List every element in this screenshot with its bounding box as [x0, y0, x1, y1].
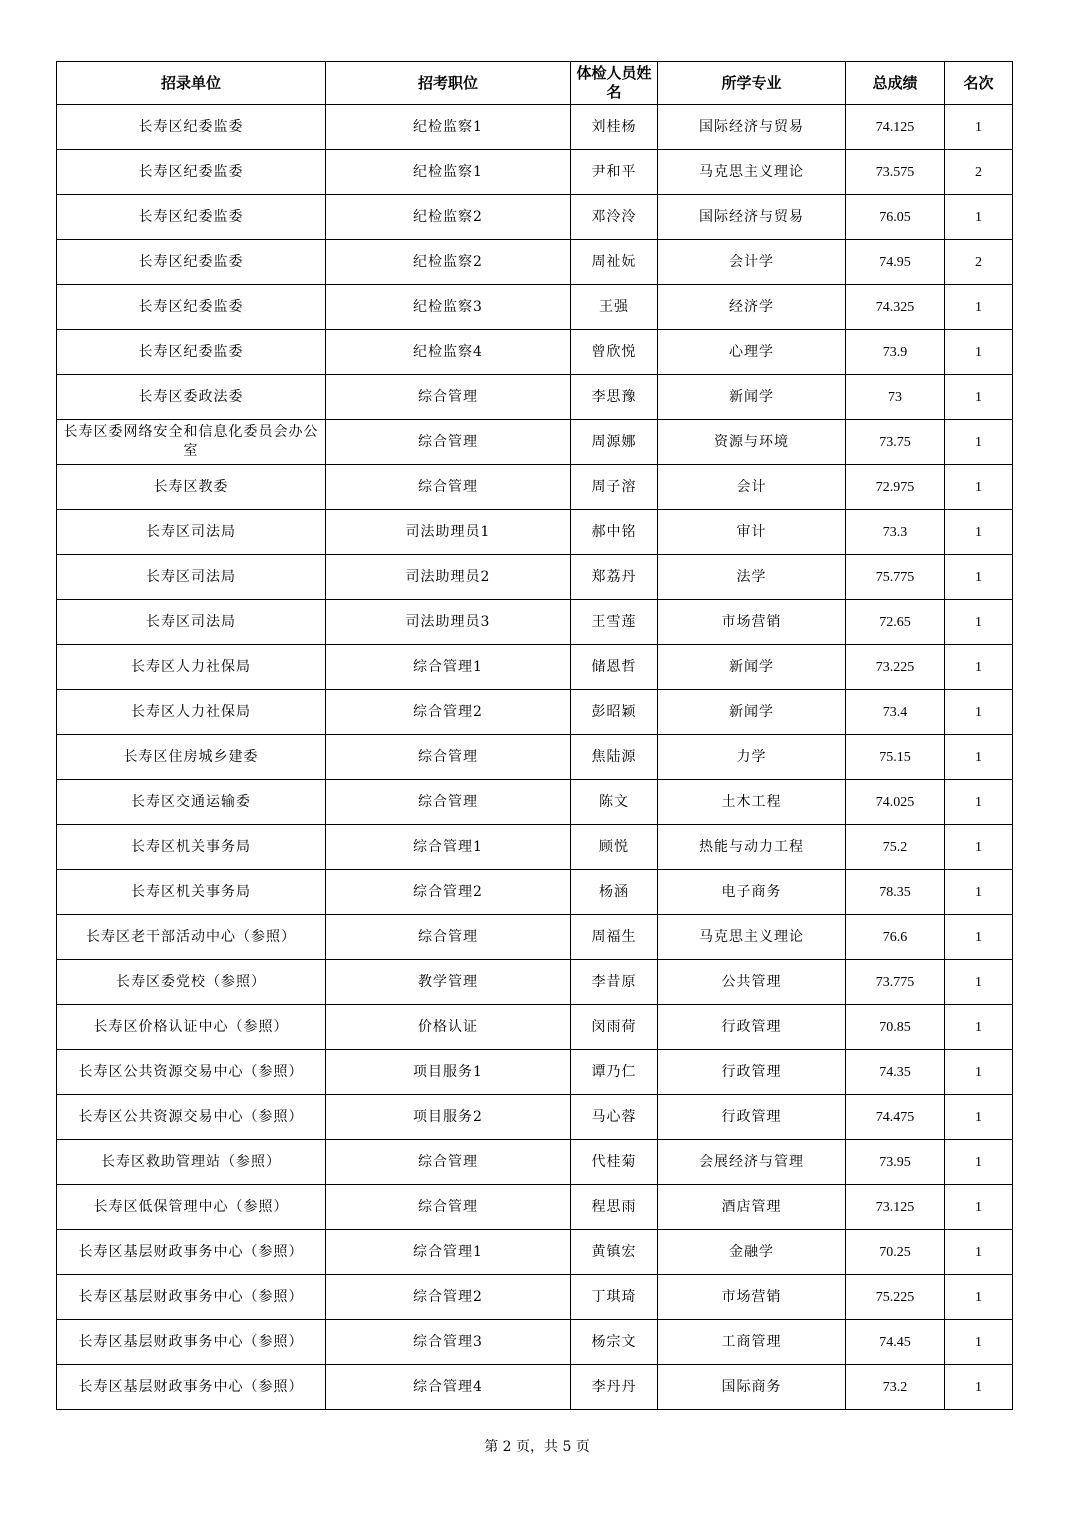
table-row	[57, 1185, 1013, 1230]
cell-name: 邓泠泠	[571, 195, 658, 240]
cell-score: 74.95	[846, 240, 945, 285]
cell-score: 75.2	[846, 825, 945, 870]
cell-name: 彭昭颖	[571, 690, 658, 735]
table-row	[57, 1230, 1013, 1275]
cell-rank: 1	[945, 1230, 1013, 1275]
table-row	[57, 465, 1013, 510]
cell-score: 74.45	[846, 1320, 945, 1365]
cell-rank: 1	[945, 1050, 1013, 1095]
cell-major: 马克思主义理论	[658, 915, 846, 960]
cell-rank: 1	[945, 690, 1013, 735]
cell-unit: 长寿区救助管理站（参照）	[57, 1140, 326, 1185]
cell-score: 73.225	[846, 645, 945, 690]
cell-score: 73.3	[846, 510, 945, 555]
cell-rank: 1	[945, 510, 1013, 555]
cell-unit: 长寿区司法局	[57, 600, 326, 645]
table-row	[57, 105, 1013, 150]
table-row	[57, 780, 1013, 825]
cell-major: 经济学	[658, 285, 846, 330]
header-rank: 名次	[945, 62, 1013, 105]
table-row	[57, 1095, 1013, 1140]
cell-score: 73.2	[846, 1365, 945, 1410]
cell-position: 综合管理1	[326, 1230, 571, 1275]
header-candidate-name: 体检人员姓名	[571, 62, 658, 105]
cell-unit: 长寿区委党校（参照）	[57, 960, 326, 1005]
header-unit: 招录单位	[57, 62, 326, 105]
cell-unit: 长寿区基层财政事务中心（参照）	[57, 1230, 326, 1275]
cell-position: 纪检监察3	[326, 285, 571, 330]
results-table	[56, 61, 1013, 1410]
cell-position: 项目服务1	[326, 1050, 571, 1095]
cell-name: 丁琪琦	[571, 1275, 658, 1320]
cell-score: 73.9	[846, 330, 945, 375]
cell-major: 市场营销	[658, 600, 846, 645]
cell-score: 76.05	[846, 195, 945, 240]
cell-position: 综合管理	[326, 465, 571, 510]
cell-unit: 长寿区纪委监委	[57, 240, 326, 285]
cell-position: 综合管理	[326, 375, 571, 420]
cell-unit: 长寿区人力社保局	[57, 645, 326, 690]
cell-position: 司法助理员3	[326, 600, 571, 645]
cell-position: 综合管理2	[326, 690, 571, 735]
table-row	[57, 1005, 1013, 1050]
table-row	[57, 195, 1013, 240]
table-row	[57, 825, 1013, 870]
cell-rank: 1	[945, 1320, 1013, 1365]
cell-rank: 1	[945, 915, 1013, 960]
cell-position: 综合管理4	[326, 1365, 571, 1410]
header-row	[57, 62, 1013, 105]
cell-unit: 长寿区公共资源交易中心（参照）	[57, 1050, 326, 1095]
cell-position: 纪检监察4	[326, 330, 571, 375]
cell-score: 72.975	[846, 465, 945, 510]
cell-score: 75.775	[846, 555, 945, 600]
cell-major: 力学	[658, 735, 846, 780]
cell-score: 75.15	[846, 735, 945, 780]
table-row	[57, 960, 1013, 1005]
table-row	[57, 1275, 1013, 1320]
cell-rank: 1	[945, 870, 1013, 915]
cell-position: 综合管理2	[326, 1275, 571, 1320]
cell-position: 纪检监察2	[326, 195, 571, 240]
cell-position: 综合管理	[326, 420, 571, 465]
cell-position: 综合管理1	[326, 825, 571, 870]
table-row	[57, 1365, 1013, 1410]
table-row	[57, 150, 1013, 195]
cell-name: 郑荔丹	[571, 555, 658, 600]
cell-rank: 1	[945, 735, 1013, 780]
cell-unit: 长寿区基层财政事务中心（参照）	[57, 1275, 326, 1320]
table-row	[57, 870, 1013, 915]
cell-major: 审计	[658, 510, 846, 555]
cell-name: 尹和平	[571, 150, 658, 195]
cell-score: 76.6	[846, 915, 945, 960]
cell-position: 司法助理员2	[326, 555, 571, 600]
cell-rank: 2	[945, 240, 1013, 285]
cell-name: 闵雨荷	[571, 1005, 658, 1050]
cell-position: 价格认证	[326, 1005, 571, 1050]
cell-rank: 1	[945, 960, 1013, 1005]
cell-position: 纪检监察1	[326, 150, 571, 195]
cell-name: 陈文	[571, 780, 658, 825]
cell-name: 曾欣悦	[571, 330, 658, 375]
cell-rank: 1	[945, 780, 1013, 825]
cell-unit: 长寿区低保管理中心（参照）	[57, 1185, 326, 1230]
cell-name: 周福生	[571, 915, 658, 960]
cell-score: 74.125	[846, 105, 945, 150]
cell-unit: 长寿区委网络安全和信息化委员会办公室	[57, 420, 326, 465]
cell-major: 国际商务	[658, 1365, 846, 1410]
cell-score: 73.575	[846, 150, 945, 195]
cell-name: 储恩哲	[571, 645, 658, 690]
cell-rank: 1	[945, 1095, 1013, 1140]
cell-rank: 1	[945, 645, 1013, 690]
cell-score: 70.25	[846, 1230, 945, 1275]
cell-unit: 长寿区价格认证中心（参照）	[57, 1005, 326, 1050]
cell-score: 74.475	[846, 1095, 945, 1140]
cell-rank: 1	[945, 600, 1013, 645]
cell-score: 74.325	[846, 285, 945, 330]
cell-unit: 长寿区司法局	[57, 510, 326, 555]
cell-major: 会计	[658, 465, 846, 510]
cell-rank: 1	[945, 330, 1013, 375]
cell-name: 马心蓉	[571, 1095, 658, 1140]
table-row	[57, 735, 1013, 780]
cell-name: 李丹丹	[571, 1365, 658, 1410]
table-body	[57, 105, 1013, 1410]
cell-name: 李昔原	[571, 960, 658, 1005]
cell-rank: 1	[945, 1185, 1013, 1230]
cell-major: 行政管理	[658, 1050, 846, 1095]
cell-position: 纪检监察1	[326, 105, 571, 150]
cell-position: 综合管理	[326, 1140, 571, 1185]
cell-score: 78.35	[846, 870, 945, 915]
cell-major: 工商管理	[658, 1320, 846, 1365]
cell-unit: 长寿区司法局	[57, 555, 326, 600]
table-row	[57, 555, 1013, 600]
cell-position: 综合管理	[326, 915, 571, 960]
cell-major: 会计学	[658, 240, 846, 285]
table-row	[57, 420, 1013, 465]
cell-position: 司法助理员1	[326, 510, 571, 555]
cell-rank: 1	[945, 1005, 1013, 1050]
cell-position: 综合管理1	[326, 645, 571, 690]
cell-score: 73.125	[846, 1185, 945, 1230]
cell-name: 周源娜	[571, 420, 658, 465]
cell-position: 教学管理	[326, 960, 571, 1005]
cell-major: 会展经济与管理	[658, 1140, 846, 1185]
cell-rank: 1	[945, 555, 1013, 600]
cell-major: 马克思主义理论	[658, 150, 846, 195]
cell-rank: 1	[945, 285, 1013, 330]
cell-major: 行政管理	[658, 1005, 846, 1050]
cell-major: 金融学	[658, 1230, 846, 1275]
cell-name: 杨宗文	[571, 1320, 658, 1365]
cell-name: 焦陆源	[571, 735, 658, 780]
cell-unit: 长寿区交通运输委	[57, 780, 326, 825]
cell-unit: 长寿区人力社保局	[57, 690, 326, 735]
cell-score: 73.775	[846, 960, 945, 1005]
cell-name: 顾悦	[571, 825, 658, 870]
cell-score: 75.225	[846, 1275, 945, 1320]
cell-rank: 1	[945, 195, 1013, 240]
cell-score: 72.65	[846, 600, 945, 645]
cell-rank: 1	[945, 375, 1013, 420]
cell-unit: 长寿区纪委监委	[57, 150, 326, 195]
header-total-score: 总成绩	[846, 62, 945, 105]
cell-unit: 长寿区基层财政事务中心（参照）	[57, 1365, 326, 1410]
cell-major: 新闻学	[658, 375, 846, 420]
cell-major: 资源与环境	[658, 420, 846, 465]
cell-rank: 1	[945, 420, 1013, 465]
cell-name: 谭乃仁	[571, 1050, 658, 1095]
cell-rank: 1	[945, 105, 1013, 150]
cell-position: 综合管理	[326, 1185, 571, 1230]
cell-major: 市场营销	[658, 1275, 846, 1320]
table-row	[57, 1050, 1013, 1095]
cell-name: 周祉妧	[571, 240, 658, 285]
cell-rank: 1	[945, 1275, 1013, 1320]
cell-name: 程思雨	[571, 1185, 658, 1230]
cell-rank: 1	[945, 825, 1013, 870]
cell-unit: 长寿区纪委监委	[57, 105, 326, 150]
cell-major: 法学	[658, 555, 846, 600]
cell-score: 73.95	[846, 1140, 945, 1185]
header-position: 招考职位	[326, 62, 571, 105]
cell-position: 综合管理3	[326, 1320, 571, 1365]
cell-name: 黄镇宏	[571, 1230, 658, 1275]
table-row	[57, 330, 1013, 375]
cell-major: 新闻学	[658, 690, 846, 735]
cell-score: 70.85	[846, 1005, 945, 1050]
cell-unit: 长寿区住房城乡建委	[57, 735, 326, 780]
cell-position: 综合管理	[326, 780, 571, 825]
cell-unit: 长寿区教委	[57, 465, 326, 510]
table-row	[57, 645, 1013, 690]
table-row	[57, 600, 1013, 645]
cell-rank: 1	[945, 1140, 1013, 1185]
cell-name: 刘桂杨	[571, 105, 658, 150]
cell-unit: 长寿区老干部活动中心（参照）	[57, 915, 326, 960]
cell-position: 纪检监察2	[326, 240, 571, 285]
cell-score: 73.75	[846, 420, 945, 465]
cell-major: 公共管理	[658, 960, 846, 1005]
cell-position: 综合管理	[326, 735, 571, 780]
cell-unit: 长寿区基层财政事务中心（参照）	[57, 1320, 326, 1365]
cell-score: 74.35	[846, 1050, 945, 1095]
table-row	[57, 1140, 1013, 1185]
header-major: 所学专业	[658, 62, 846, 105]
cell-major: 心理学	[658, 330, 846, 375]
cell-name: 王强	[571, 285, 658, 330]
results-sheet	[56, 61, 1012, 1410]
cell-rank: 1	[945, 465, 1013, 510]
table-row	[57, 285, 1013, 330]
table-row	[57, 1320, 1013, 1365]
table-row	[57, 375, 1013, 420]
table-row	[57, 240, 1013, 285]
cell-major: 国际经济与贸易	[658, 105, 846, 150]
cell-name: 周子溶	[571, 465, 658, 510]
cell-unit: 长寿区纪委监委	[57, 285, 326, 330]
cell-name: 王雪莲	[571, 600, 658, 645]
cell-name: 郝中铭	[571, 510, 658, 555]
cell-name: 杨涵	[571, 870, 658, 915]
cell-major: 电子商务	[658, 870, 846, 915]
cell-unit: 长寿区委政法委	[57, 375, 326, 420]
cell-major: 国际经济与贸易	[658, 195, 846, 240]
cell-name: 李思豫	[571, 375, 658, 420]
cell-name: 代桂菊	[571, 1140, 658, 1185]
cell-rank: 2	[945, 150, 1013, 195]
table-row	[57, 510, 1013, 555]
cell-position: 综合管理2	[326, 870, 571, 915]
cell-major: 热能与动力工程	[658, 825, 846, 870]
cell-unit: 长寿区纪委监委	[57, 330, 326, 375]
cell-score: 74.025	[846, 780, 945, 825]
table-row	[57, 915, 1013, 960]
cell-major: 土木工程	[658, 780, 846, 825]
table-row	[57, 690, 1013, 735]
cell-unit: 长寿区机关事务局	[57, 825, 326, 870]
cell-unit: 长寿区机关事务局	[57, 870, 326, 915]
cell-score: 73.4	[846, 690, 945, 735]
cell-position: 项目服务2	[326, 1095, 571, 1140]
cell-rank: 1	[945, 1365, 1013, 1410]
cell-major: 行政管理	[658, 1095, 846, 1140]
cell-unit: 长寿区纪委监委	[57, 195, 326, 240]
cell-major: 新闻学	[658, 645, 846, 690]
cell-major: 酒店管理	[658, 1185, 846, 1230]
page-number: 第 2 页，共 5 页	[484, 1439, 590, 1455]
cell-unit: 长寿区公共资源交易中心（参照）	[57, 1095, 326, 1140]
cell-score: 73	[846, 375, 945, 420]
